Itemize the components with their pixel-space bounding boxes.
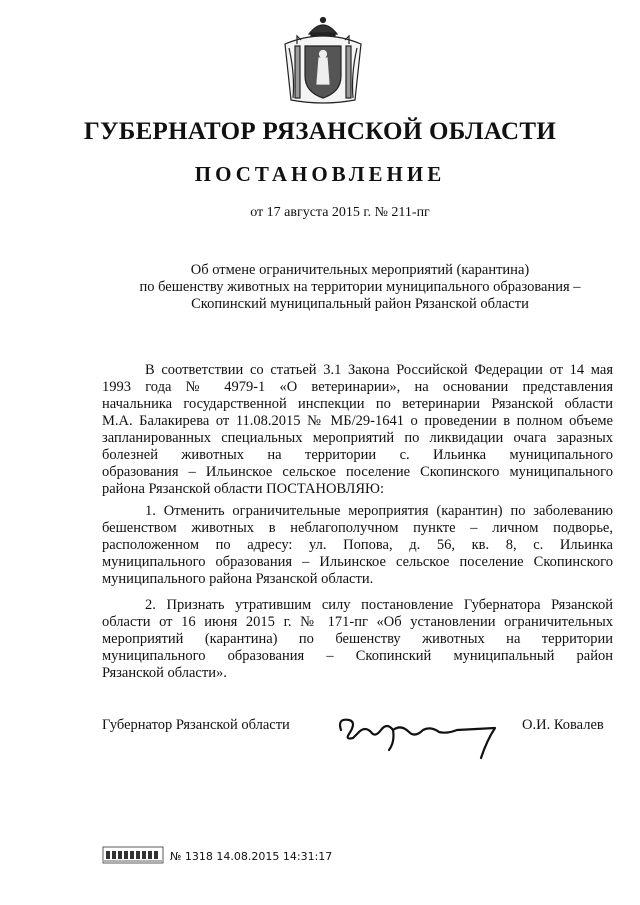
registry-logo-icon xyxy=(102,845,164,865)
document-type: ПОСТАНОВЛЕНИЕ xyxy=(194,162,446,186)
body-line: расположенном по адресу: ул. Попова, д. 56, кв. 8, с. Ильинка xyxy=(102,537,613,553)
body-line: запланированных специальных мероприятий по ликвидации очага заразных xyxy=(102,430,613,446)
body-line: муниципального района Рязанской области. xyxy=(102,571,374,587)
document-date-number: от 17 августа 2015 г. № 211-пг xyxy=(250,205,430,220)
subject-line-2: по бешенству животных на территории муниципального образования – xyxy=(139,279,581,295)
signatory-name: О.И. Ковалев xyxy=(522,717,604,733)
signatory-position: Губернатор Рязанской области xyxy=(102,717,290,733)
body-line: Рязанской области». xyxy=(102,665,227,681)
body-line: мероприятий (карантина) по бешенству животных на территории xyxy=(102,631,613,647)
body-line: начальника государственной инспекции по ветеринарии Рязанской области xyxy=(102,396,613,412)
body-line: района Рязанской области ПОСТАНОВЛЯЮ: xyxy=(102,481,384,497)
body-line: В соответствии со статьей 3.1 Закона Российской Федерации от 14 мая xyxy=(145,362,613,378)
body-line: области от 16 июня 2015 г. № 171-пг «Об установлении ограничительных xyxy=(102,614,613,630)
body-line: 2. Признать утратившим силу постановление Губернатора Рязанской xyxy=(145,597,613,613)
subject-line-3: Скопинский муниципальный район Рязанской области xyxy=(191,296,529,312)
body-line: 1993 года № 4979-1 «О ветеринарии», на основании представления xyxy=(102,379,613,395)
body-line: болезней животных на территории с. Ильинка муниципального xyxy=(102,447,613,463)
body-line: М.А. Балакирева от 11.08.2015 № МБ/29-1641 о проведении в полном объеме xyxy=(102,413,613,429)
body-line: образования – Ильинское сельское поселение Скопинского муниципального xyxy=(102,464,613,480)
coat-of-arms-icon xyxy=(275,14,371,106)
body-line: 1. Отменить ограничительные мероприятия (карантин) по заболеванию xyxy=(145,503,613,519)
subject-line-1: Об отмене ограничительных мероприятий (карантина) xyxy=(190,262,530,278)
body-line: бешенством животных в неблагополучном пункте – личном подворье, xyxy=(102,520,613,536)
registration-stamp: № 1318 14.08.2015 14:31:17 xyxy=(170,850,333,863)
issuer-title: ГУБЕРНАТОР РЯЗАНСКОЙ ОБЛАСТИ xyxy=(83,118,557,145)
handwritten-signature-icon xyxy=(335,700,505,760)
body-line: муниципального образования – Скопинский муниципальный район xyxy=(102,648,613,664)
body-line: муниципального образования – Ильинское сельское поселение Скопинского xyxy=(102,554,613,570)
